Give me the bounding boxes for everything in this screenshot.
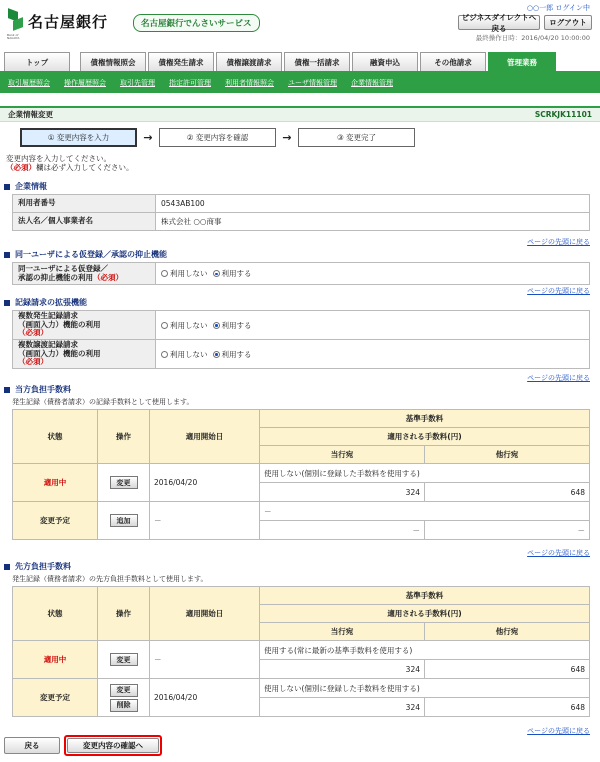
header-same-bank: 当行宛 bbox=[260, 446, 425, 464]
page-top-link[interactable]: ページの先頭に戻る bbox=[527, 727, 590, 735]
multi-transfer-radio-on[interactable] bbox=[213, 349, 252, 360]
sub-navigation bbox=[0, 71, 600, 93]
section-extension-title: 記録請求の拡張機能 bbox=[4, 297, 87, 308]
section-company-info-title: 企業情報 bbox=[4, 181, 47, 192]
step-confirm: ② 変更内容を確認 bbox=[159, 128, 276, 147]
fee-other-bank: － bbox=[425, 521, 590, 540]
radio-icon bbox=[161, 322, 168, 329]
same-user-table bbox=[12, 262, 590, 285]
instruction-text bbox=[6, 154, 134, 173]
arrow-right-icon: → bbox=[143, 131, 153, 144]
start-date: － bbox=[150, 641, 260, 679]
extension-table bbox=[12, 310, 590, 369]
tab-claim-issue[interactable]: 債権発生請求 bbox=[148, 52, 214, 71]
same-user-radio-on[interactable] bbox=[213, 268, 252, 279]
status-scheduled: 変更予定 bbox=[13, 679, 98, 717]
page-title-bar bbox=[0, 106, 600, 122]
fee-same-bank: 324 bbox=[260, 660, 425, 679]
own-fee-table bbox=[12, 409, 590, 540]
radio-selected-icon bbox=[213, 351, 220, 358]
header-same-bank: 当行宛 bbox=[260, 623, 425, 641]
subnav-permission-management[interactable]: 指定許可管理 bbox=[169, 79, 211, 87]
same-user-label-2: 承認の抑止機能の利用 bbox=[18, 272, 93, 282]
change-button[interactable]: 変更 bbox=[110, 476, 138, 489]
tab-claim-transfer[interactable]: 債権譲渡請求 bbox=[216, 52, 282, 71]
multi-issue-label-1: 複数発生記録請求 bbox=[18, 311, 78, 321]
multi-issue-radio-off[interactable] bbox=[161, 320, 208, 331]
user-login-status: ○○一郎 ログイン中 bbox=[526, 4, 590, 12]
instruction-line-2: 欄は必ず入力してください。 bbox=[36, 163, 134, 173]
required-marker: （必須） bbox=[18, 357, 48, 367]
subnav-transaction-history[interactable]: 取引履歴照会 bbox=[8, 79, 50, 87]
progress-steps bbox=[20, 128, 415, 147]
same-user-label-1: 同一ユーザによる仮登録／ bbox=[18, 263, 108, 273]
company-name-value: 株式会社 ○○商事 bbox=[156, 213, 590, 231]
header-base-fee: 基準手数料 bbox=[260, 587, 590, 605]
fee-setting: 使用しない(個別に登録した手数料を使用する) bbox=[260, 679, 590, 698]
confirm-button-highlight bbox=[64, 735, 162, 756]
back-button[interactable]: 戻る bbox=[4, 737, 60, 754]
fee-same-bank: 324 bbox=[260, 483, 425, 502]
change-button[interactable]: 変更 bbox=[110, 684, 138, 697]
bank-logo bbox=[7, 10, 109, 41]
subnav-operation-history[interactable]: 操作履歴照会 bbox=[64, 79, 106, 87]
business-direct-back-button[interactable]: ビジネスダイレクトへ戻る bbox=[458, 15, 540, 30]
subnav-user-info-management[interactable]: ユーザ情報管理 bbox=[288, 79, 337, 87]
page-top-link[interactable]: ページの先頭に戻る bbox=[527, 238, 590, 246]
section-own-fee-title: 当方負担手数料 bbox=[4, 384, 71, 395]
fee-same-bank: － bbox=[260, 521, 425, 540]
subnav-partner-management[interactable]: 取引先管理 bbox=[120, 79, 155, 87]
company-name-label: 法人名／個人事業者名 bbox=[13, 213, 156, 231]
required-marker: （必須） bbox=[6, 163, 36, 173]
radio-selected-icon bbox=[213, 270, 220, 277]
confirm-changes-button[interactable]: 変更内容の確認へ bbox=[67, 738, 159, 753]
subnav-company-info-management[interactable]: 企業情報管理 bbox=[351, 79, 393, 87]
radio-selected-icon bbox=[213, 322, 220, 329]
multi-issue-label-2: （画面入力）機能の利用 bbox=[18, 319, 101, 329]
tab-top[interactable]: トップ bbox=[4, 52, 70, 71]
page-top-link[interactable]: ページの先頭に戻る bbox=[527, 549, 590, 557]
step-input: ① 変更内容を入力 bbox=[20, 128, 137, 147]
tab-loan-application[interactable]: 融資申込 bbox=[352, 52, 418, 71]
fee-other-bank: 648 bbox=[425, 698, 590, 717]
fee-setting: 使用しない(個別に登録した手数料を使用する) bbox=[260, 464, 590, 483]
header-operation: 操作 bbox=[98, 410, 150, 464]
screen-id: SCRKJK11101 bbox=[534, 110, 592, 119]
header-status: 状態 bbox=[13, 410, 98, 464]
radio-label: 利用する bbox=[221, 320, 252, 330]
main-tabs bbox=[0, 52, 600, 71]
bank-logo-mark-icon bbox=[7, 10, 24, 41]
radio-label: 利用しない bbox=[170, 269, 208, 278]
fee-setting: － bbox=[260, 502, 590, 521]
subnav-user-info-inquiry[interactable]: 利用者情報照会 bbox=[225, 79, 274, 87]
fee-setting: 使用する(常に最新の基準手数料を使用する) bbox=[260, 641, 590, 660]
radio-icon bbox=[161, 270, 168, 277]
user-number-label: 利用者番号 bbox=[13, 195, 156, 213]
arrow-right-icon: → bbox=[282, 131, 292, 144]
bank-name: 名古屋銀行 bbox=[28, 12, 109, 31]
tab-claim-inquiry[interactable]: 債権情報照会 bbox=[80, 52, 146, 71]
section-same-user-title: 同一ユーザによる仮登録／承認の抑止機能 bbox=[4, 249, 167, 260]
header-applied-fee: 適用される手数料(円) bbox=[260, 428, 590, 446]
start-date: 2016/04/20 bbox=[150, 464, 260, 502]
company-info-table bbox=[12, 194, 590, 231]
status-applied: 適用中 bbox=[13, 641, 98, 679]
multi-transfer-label-2: （画面入力）機能の利用 bbox=[18, 348, 101, 358]
change-button[interactable]: 変更 bbox=[110, 653, 138, 666]
same-user-radio-off[interactable] bbox=[161, 268, 208, 279]
radio-label: 利用しない bbox=[170, 349, 208, 359]
bank-sub-label: Bank of NAGOYA bbox=[7, 33, 20, 41]
counterparty-fee-table bbox=[12, 586, 590, 717]
multi-issue-radio-on[interactable] bbox=[213, 320, 252, 331]
multi-transfer-label-1: 複数譲渡記録請求 bbox=[18, 340, 78, 350]
tab-management[interactable]: 管理業務 bbox=[488, 52, 556, 71]
last-operation-time: 最終操作日時：2016/04/20 10:00:00 bbox=[475, 34, 590, 42]
radio-label: 利用する bbox=[221, 349, 252, 359]
add-button[interactable]: 追加 bbox=[110, 514, 138, 527]
radio-icon bbox=[161, 351, 168, 358]
fee-other-bank: 648 bbox=[425, 660, 590, 679]
header-start-date: 適用開始日 bbox=[150, 410, 260, 464]
delete-button[interactable]: 削除 bbox=[110, 699, 138, 712]
user-number-value: 0543AB100 bbox=[156, 195, 590, 213]
required-marker: （必須） bbox=[93, 272, 123, 282]
fee-other-bank: 648 bbox=[425, 483, 590, 502]
own-fee-description: 発生記録（債務者請求）の記録手数料として使用します。 bbox=[12, 398, 194, 406]
radio-label: 利用する bbox=[221, 269, 252, 278]
header-base-fee: 基準手数料 bbox=[260, 410, 590, 428]
multi-transfer-radio-off[interactable] bbox=[161, 349, 208, 360]
header-other-bank: 他行宛 bbox=[425, 446, 590, 464]
header-other-bank: 他行宛 bbox=[425, 623, 590, 641]
start-date: 2016/04/20 bbox=[150, 679, 260, 717]
status-scheduled: 変更予定 bbox=[13, 502, 98, 540]
header-status: 状態 bbox=[13, 587, 98, 641]
page-top-link[interactable]: ページの先頭に戻る bbox=[527, 287, 590, 295]
section-counterparty-fee-title: 先方負担手数料 bbox=[4, 561, 71, 572]
header-operation: 操作 bbox=[98, 587, 150, 641]
header-applied-fee: 適用される手数料(円) bbox=[260, 605, 590, 623]
tab-other-requests[interactable]: その他請求 bbox=[420, 52, 486, 71]
status-applied: 適用中 bbox=[13, 464, 98, 502]
logout-button[interactable]: ログアウト bbox=[544, 15, 592, 30]
counterparty-fee-description: 発生記録（債務者請求）の先方負担手数料として使用します。 bbox=[12, 575, 208, 583]
page-top-link[interactable]: ページの先頭に戻る bbox=[527, 374, 590, 382]
start-date: － bbox=[150, 502, 260, 540]
page-title: 企業情報変更 bbox=[8, 110, 53, 119]
radio-label: 利用しない bbox=[170, 320, 208, 330]
service-badge: 名古屋銀行でんさいサービス bbox=[133, 14, 260, 32]
fee-same-bank: 324 bbox=[260, 698, 425, 717]
header-start-date: 適用開始日 bbox=[150, 587, 260, 641]
step-complete: ③ 変更完了 bbox=[298, 128, 415, 147]
required-marker: （必須） bbox=[18, 328, 48, 338]
instruction-line-1: 変更内容を入力してください。 bbox=[6, 154, 111, 163]
tab-batch-request[interactable]: 債権一括請求 bbox=[284, 52, 350, 71]
